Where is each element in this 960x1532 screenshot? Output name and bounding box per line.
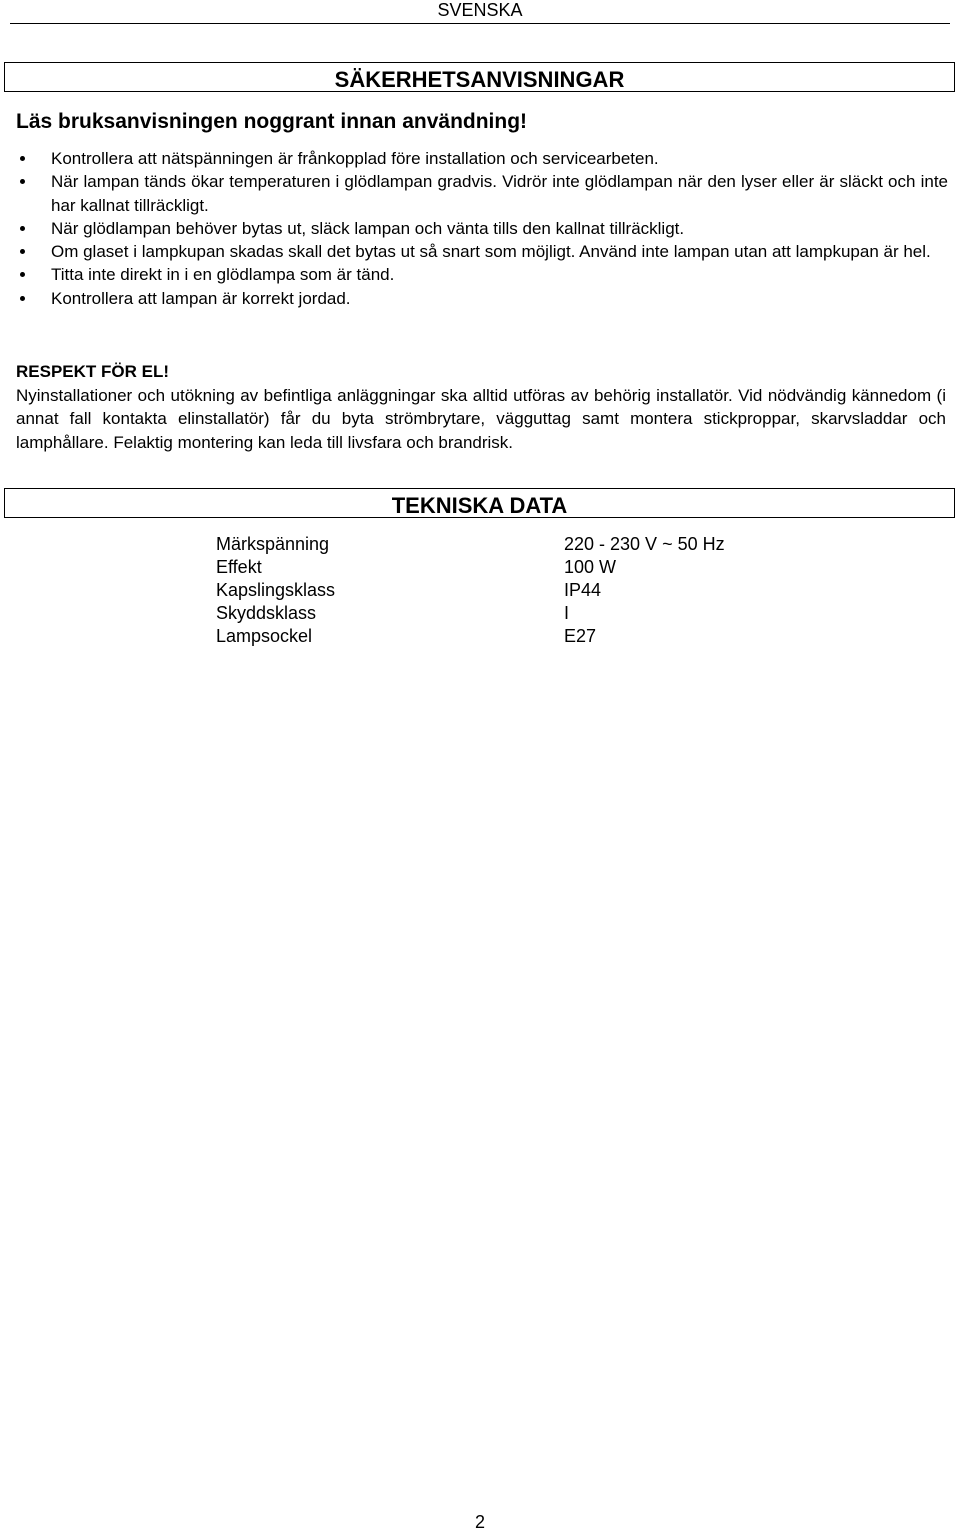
spec-row — [216, 556, 725, 579]
page-header — [10, 0, 950, 24]
tech-section-title: TEKNISKA DATA — [391, 493, 568, 518]
spec-value: 220 - 230 V ~ 50 Hz — [564, 534, 725, 554]
tech-section-title-box — [4, 488, 955, 518]
spec-value: IP44 — [564, 580, 602, 600]
safety-section-title: SÄKERHETSANVISNINGAR — [334, 67, 625, 92]
spec-label: Skyddsklass — [216, 603, 317, 623]
spec-value: I — [564, 603, 570, 623]
safety-bullet-list — [16, 147, 948, 310]
safety-bullet-item: Titta inte direkt in i en glödlampa som är tänd. — [16, 263, 948, 286]
respect-paragraph: Nyinstallationer och utökning av befintliga anläggningar ska alltid utföras av behörig installatör. Vid nödvändig kännedom (i annat fall kontakta elinstallatör) får du byta strömbrytare, vägguttag samt montera stickproppar, skarvsladdar och lamphållare. Felaktig montering kan leda till livsfara och brandrisk. — [16, 386, 946, 452]
safety-bullet-item: Om glaset i lampkupan skadas skall det bytas ut så snart som möjligt. Använd inte lampan utan att lampkupan är hel. — [16, 240, 948, 263]
spec-label: Lampsockel — [216, 626, 313, 646]
language-label: SVENSKA — [437, 0, 523, 20]
spec-value: E27 — [564, 626, 597, 646]
tech-spec-table — [216, 533, 725, 648]
safety-bullet-item: När lampan tänds ökar temperaturen i glödlampan gradvis. Vidrör inte glödlampan när den lyser eller är släckt och inte har kallnat tillräckligt. — [16, 170, 948, 217]
spec-row — [216, 602, 725, 625]
safety-bullet-item: När glödlampan behöver bytas ut, släck lampan och vänta tills den kallnat tillräckligt. — [16, 217, 948, 240]
spec-row — [216, 625, 725, 648]
spec-label: Effekt — [216, 557, 262, 577]
safety-section-title-box — [4, 62, 955, 92]
page-number: 2 — [474, 1512, 485, 1532]
spec-row — [216, 533, 725, 556]
spec-label: Kapslingsklass — [216, 580, 336, 600]
safety-bullet-item: Kontrollera att nätspänningen är frånkopplad före installation och servicearbeten. — [16, 147, 948, 170]
spec-label: Märkspänning — [216, 534, 330, 554]
respect-heading: RESPEKT FÖR EL! — [16, 362, 170, 381]
read-manual-note: Läs bruksanvisningen noggrant innan användning! — [16, 110, 528, 133]
spec-row — [216, 579, 725, 602]
safety-bullet-item: Kontrollera att lampan är korrekt jordad. — [16, 287, 948, 310]
spec-value: 100 W — [564, 557, 617, 577]
